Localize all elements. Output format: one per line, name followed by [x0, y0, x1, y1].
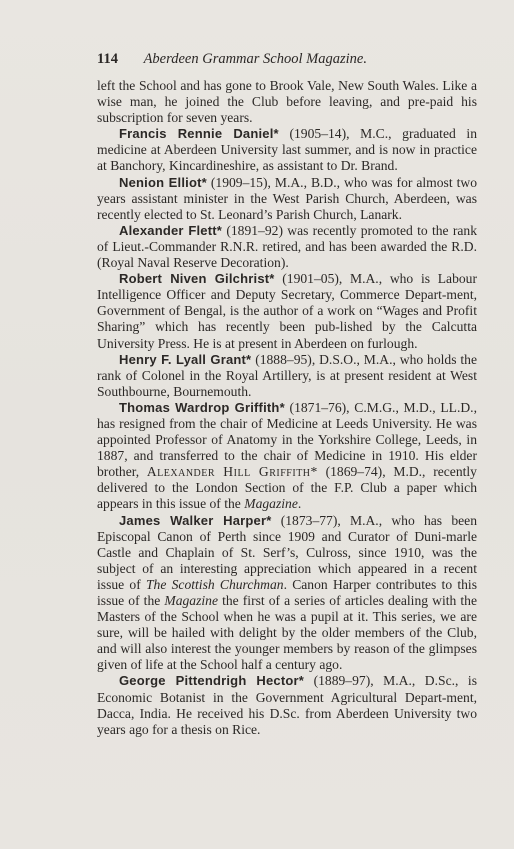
- running-title: Aberdeen Grammar School Magazine.: [143, 51, 367, 67]
- entry-text: (1871–76), C.M.G., M.D., LL.D., has resigned from the chair of Medicine at Leeds University. He was appointed Professor of Anatomy in the Yorkshire College, Leeds, in 1887, and transferred to the chair of Medicine in 1910. His elder brother,: [97, 399, 477, 480]
- entry-flett: [97, 223, 477, 271]
- entry-grant: [97, 352, 477, 400]
- entry-gilchrist: [97, 271, 477, 351]
- entry-name: Nenion Elliot*: [119, 174, 207, 190]
- entry-name: Robert Niven Gilchrist*: [119, 271, 275, 287]
- entry-elliot: [97, 175, 477, 223]
- entry-name: James Walker Harper*: [119, 512, 272, 528]
- entry-text: (1909–15), M.A., B.D., who was for almost two years assistant minister in the West Parish Church, Aberdeen, was recently elected to St. Leonard’s Parish Church, Lanark.: [97, 174, 477, 222]
- entry-text: (1905–14), M.C., graduated in medicine at Aberdeen University last summer, and is now in practice at Banchory, Kincardineshire, as assistant to Dr. Brand.: [97, 126, 478, 174]
- entry-name: George Pittendrigh Hector*: [119, 673, 305, 689]
- entry-harper: James Walker Harper* (1873–77), M.A., who has been Episcopal Canon of Perth since 1909 and Curator of Duni-marle Castle and Chaplain of St. Serf’s, Culross, since 1910, was the subject of an interesting appreciation which appeared in a recent issue of The Scottish Churchman. Canon Harper contributes to this issue of the Magazine the first of a series of articles dealing with the Masters of the School when he was a pupil at it. This series, we are sure, will be hailed with delight by the older members of the Club, and will also interest the younger members by reason of the glimpses given of life at the School half a century ago.: [97, 512, 477, 673]
- entry-text: (1873–77), M.A., who has been Episcopal Canon of Perth since 1909 and Curator of Duni-marle Castle and Chaplain of St. Serf’s, Culross, since 1910, was the subject of an interesting appreciation which appeared in a recent issue of: [97, 512, 477, 592]
- entry-griffith: Thomas Wardrop Griffith* (1871–76), C.M.G., M.D., LL.D., has resigned from the chair of Medicine at Leeds University. He was appointed Professor of Anatomy in the Yorkshire College, Leeds, in 1887, and transferred to the chair of Medicine in 1910. His elder brother, Alexander Hill Griffith* (1869–74), M.D., recently delivered to the London Section of the F.P. Club a paper which appears in this issue of the Magazine.: [97, 399, 477, 512]
- publication-ref: The Scottish Churchman: [145, 576, 284, 592]
- entry-name: Henry F. Lyall Grant*: [119, 351, 252, 367]
- entry-text: (1888–95), D.S.O., M.A., who holds the rank of Colonel in the Royal Artillery, is at present resident at West Southbourne, Bournemouth.: [97, 351, 477, 399]
- paragraph-continued: left the School and has gone to Brook Vale, New South Wales. Like a wise man, he joined the Club before leaving, and pre-paid his subscription for seven years.: [97, 78, 477, 126]
- entry-text: (1891–92) was recently promoted to the rank of Lieut.-Commander R.N.R. retired, and has been awarded the R.D. (Royal Naval Reserve Decoration).: [97, 222, 477, 271]
- page-header: [97, 49, 477, 69]
- magazine-ref: Magazine: [244, 496, 298, 512]
- article-body: [97, 78, 477, 738]
- entry-daniel: [97, 126, 477, 174]
- entry-name: Thomas Wardrop Griffith*: [119, 399, 285, 415]
- entry-hector: [97, 673, 477, 737]
- brother-name: Alexander Hill Griffith*: [146, 464, 318, 480]
- entry-name: Francis Rennie Daniel*: [119, 126, 279, 142]
- entry-text: (1889–97), M.A., D.Sc., is Economic Botanist in the Government Agricultural Depart-ment, Dacca, India. He received his D.Sc. from Aberdeen University two years ago for a thesis on Rice.: [97, 673, 478, 737]
- magazine-ref: Magazine: [164, 593, 218, 608]
- entry-text: (1901–05), M.A., who is Labour Intelligence Officer and Deputy Secretary, Commerce Depart-ment, Government of Bengal, is the author of a work on “Wages and Profit Sharing” which has recently been pub-lished by the Calcutta University Press. He is at present in Aberdeen on furlough.: [97, 271, 477, 351]
- page-number: 114: [97, 51, 118, 67]
- entry-name: Alexander Flett*: [119, 222, 223, 238]
- entry-text: (1869–74), M.D., recently delivered to the London Section of the F.P. Club a paper which appears in this issue of the: [97, 464, 477, 512]
